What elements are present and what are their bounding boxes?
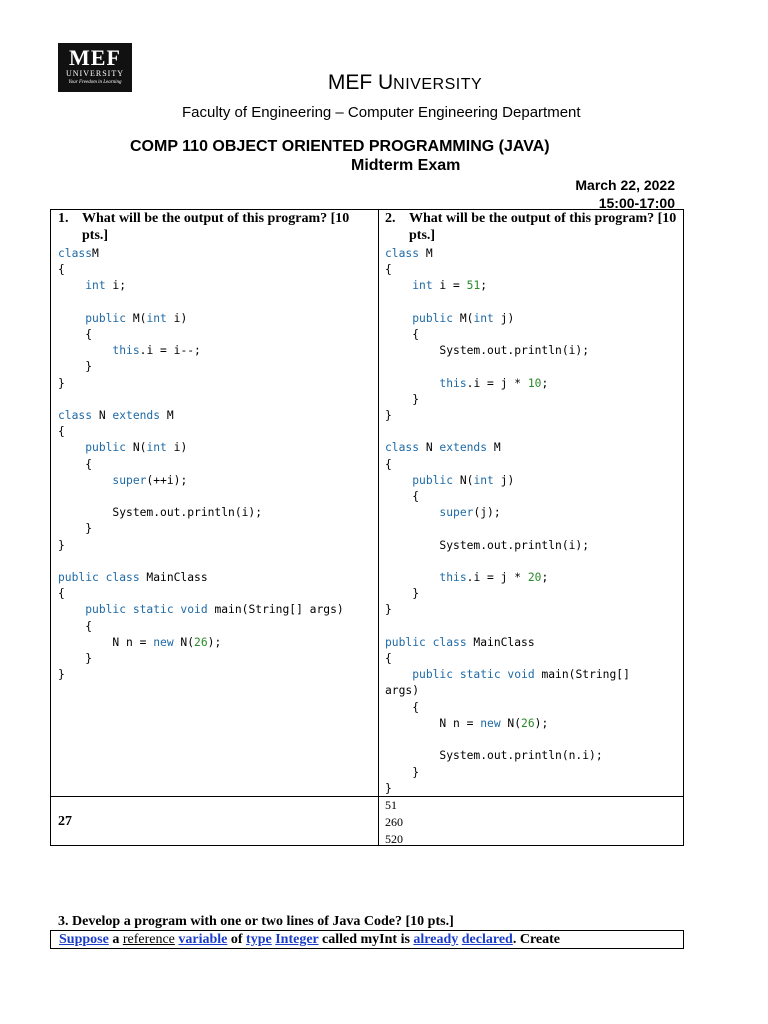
code-line: } (385, 781, 392, 795)
code-line: this.i = j * 10; (439, 376, 549, 390)
code-line: { (385, 457, 392, 471)
logo-mark: MEF (69, 45, 121, 70)
questions-table (50, 209, 684, 846)
code-line: { (385, 328, 420, 342)
code-line: } (58, 522, 93, 536)
logo-subtitle: UNIVERSITY (66, 69, 124, 78)
column-divider (378, 210, 379, 846)
code-line: { (58, 587, 65, 601)
code-line: N n = new N(26); (58, 635, 222, 649)
code-line: { (385, 263, 392, 277)
code-line: } (58, 376, 65, 390)
question-3-title: 3. Develop a program with one or two lines of Java Code? [10 pts.] (58, 914, 454, 929)
course-title: COMP 110 OBJECT ORIENTED PROGRAMMING (JAVA) (130, 138, 550, 155)
exam-date (575, 176, 675, 212)
code-line: public class MainClass (385, 635, 535, 649)
code-line: super(j); (439, 506, 501, 520)
code-line: public class MainClass (58, 571, 208, 585)
code-line: } (385, 603, 392, 617)
code-line: class N extends M (58, 409, 174, 423)
code-line: public static void main(String[] args) (85, 603, 344, 617)
code-line: { (58, 457, 93, 471)
university-name: MEF UNIVERSITY (327, 71, 483, 94)
question-1-cell (58, 210, 374, 683)
code-line: { (385, 652, 392, 666)
question-1-prompt: 1. What will be the output of this program? [10 pts.] (58, 211, 350, 243)
code-line: { (385, 490, 420, 504)
code-line: } (385, 392, 420, 406)
code-line: public M(int i) (85, 311, 188, 325)
code-line: } (385, 765, 420, 779)
code-line: N n = new N(26); (385, 716, 549, 730)
logo-tagline: Your Freedom in Learning (68, 80, 122, 85)
code-line: public M(int j) (412, 311, 515, 325)
answer-line: 51 (385, 798, 397, 812)
question-2-prompt: 2. What will be the output of this program? [10 pts.] (385, 211, 677, 243)
question-2-cell (385, 210, 681, 797)
code-line: int i; (85, 279, 127, 293)
code-line: class M (385, 247, 433, 260)
question-2-code (385, 246, 681, 797)
question-1-answer: 27 (58, 814, 72, 829)
code-line: } (58, 360, 93, 374)
code-line: } (58, 668, 65, 682)
code-line: System.out.println(n.i); (385, 749, 603, 763)
code-line: System.out.println(i); (385, 344, 590, 358)
question-3-box: Suppose a reference variable of type Integer called myInt is already declared. Create (50, 930, 684, 949)
exam-title: Midterm Exam (351, 157, 461, 174)
code-line: { (58, 619, 93, 633)
code-line: this.i = j * 20; (439, 571, 549, 585)
code-line: { (385, 700, 420, 714)
question-2-answer (385, 797, 403, 848)
code-line: { (58, 328, 93, 342)
code-line: System.out.println(i); (385, 538, 590, 552)
code-line: classM (58, 247, 99, 260)
answer-line: 260 (385, 815, 403, 829)
code-line: } (385, 409, 392, 423)
code-line: } (58, 652, 93, 666)
code-line: { (58, 425, 65, 439)
code-line: System.out.println(i); (58, 506, 263, 520)
code-line: public N(int j) (412, 473, 515, 487)
code-line: this.i = i--; (112, 344, 201, 358)
code-line: } (385, 587, 420, 601)
code-line: super(++i); (112, 473, 188, 487)
code-line: class N extends M (385, 441, 501, 455)
code-line: { (58, 263, 65, 277)
code-line: } (58, 538, 65, 552)
code-line: args) (385, 684, 420, 698)
exam-date-day: March 22, 2022 (575, 177, 675, 193)
exam-time: 15:00-17:00 (598, 195, 675, 211)
code-line: public N(int i) (85, 441, 188, 455)
code-line: int i = 51; (412, 279, 488, 293)
answer-line: 520 (385, 832, 403, 846)
code-line: public static void main(String[] (412, 668, 630, 682)
faculty-line: Faculty of Engineering – Computer Engineering Department (182, 104, 581, 121)
question-1-code (58, 246, 374, 683)
